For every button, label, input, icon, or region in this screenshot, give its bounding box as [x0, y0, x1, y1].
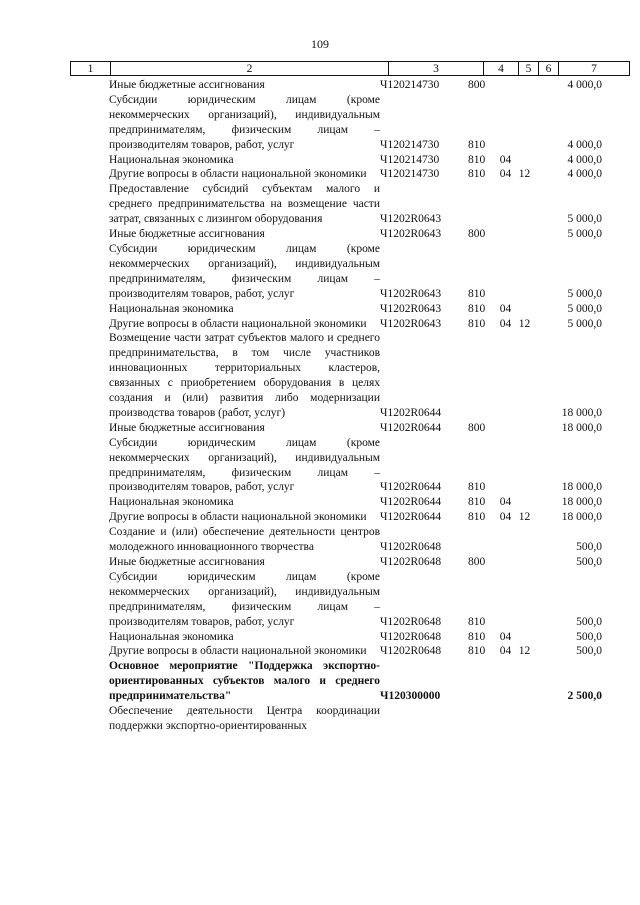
- row-rz-cell: [496, 227, 515, 242]
- row-sum-cell: 2 500,0: [567, 690, 602, 703]
- row-name-cell: Создание и (или) обеспечение деятельности центров молодежного инновационного творчества: [109, 526, 380, 554]
- row-sum-cell: 4 000,0: [567, 79, 602, 91]
- row-number-cell: [70, 331, 109, 420]
- row-pr-cell: [515, 495, 534, 510]
- row-vr-cell: [468, 525, 496, 555]
- row-sum-cell: 500,0: [576, 645, 602, 658]
- row-rz-cell: 04: [499, 645, 512, 658]
- row-vr-cell: 800: [468, 421, 486, 434]
- row-vr-cell: 810: [468, 287, 486, 300]
- row-pr-cell: [515, 570, 534, 630]
- row-code-cell: Ч1202R0643: [380, 302, 442, 315]
- row-code-cell: Ч120214730: [380, 138, 440, 151]
- table-row: [70, 182, 602, 227]
- row-name-cell: Другие вопросы в области национальной экономики: [109, 168, 367, 181]
- table-row: [70, 555, 602, 570]
- row-rz-cell: [496, 659, 515, 704]
- row-name-cell: Национальная экономика: [109, 153, 234, 166]
- row-rz-cell: 04: [499, 317, 512, 330]
- row-sum-cell: 5 000,0: [567, 287, 602, 300]
- row-rz-cell: 04: [499, 511, 512, 524]
- row-pr-cell: [515, 630, 534, 645]
- row-number-cell: [70, 153, 109, 168]
- row-vr-cell: [468, 659, 496, 704]
- row-sum-cell: 18 000,0: [561, 496, 602, 509]
- row-pr-cell: [515, 525, 534, 555]
- row-pr-cell: 12: [518, 317, 531, 330]
- row-number-cell: [70, 167, 109, 182]
- row-number-cell: [70, 644, 109, 659]
- table-row: [70, 525, 602, 555]
- row-rz-cell: [496, 704, 515, 734]
- table-row: [70, 93, 602, 153]
- row-vr-cell: 800: [468, 556, 486, 568]
- row-rz-cell: [496, 421, 515, 436]
- row-number-cell: [70, 78, 109, 93]
- row-number-cell: [70, 93, 109, 153]
- table-row: [70, 302, 602, 317]
- row-vr-cell: 800: [468, 79, 486, 91]
- row-code-cell: Ч120214730: [380, 79, 440, 91]
- row-name-cell: Возмещение части затрат субъектов малого и среднего предпринимательства, в том числе участников инновационных территориальных кластеров, связанных с приобретением оборудования в целях создания и (или) развития либо модернизации производства товаров (работ, услуг): [109, 332, 380, 419]
- table-row: [70, 704, 602, 734]
- row-number-cell: [70, 421, 109, 436]
- table-row: [70, 331, 602, 420]
- row-rz-cell: [496, 436, 515, 496]
- row-name-cell: Иные бюджетные ассигнования: [109, 556, 265, 568]
- row-name-cell: Субсидии юридическим лицам (кроме некоммерческих организаций), индивидуальным предпринимателям, физическим лицам – производителям товаров, работ, услуг: [109, 570, 380, 628]
- row-pr-cell: [515, 242, 534, 302]
- table-row: [70, 317, 602, 332]
- row-rz-cell: [496, 555, 515, 570]
- row-vr-cell: 810: [468, 138, 486, 151]
- column-header-7: 7: [559, 62, 630, 76]
- row-code-cell: Ч1202R0648: [380, 615, 442, 628]
- row-pr-cell: [515, 302, 534, 317]
- row-rz-cell: 04: [499, 153, 512, 166]
- row-vr-cell: [468, 182, 496, 227]
- row-name-cell: Иные бюджетные ассигнования: [109, 421, 265, 434]
- row-rz-cell: [496, 78, 515, 93]
- row-sum-cell: 5 000,0: [567, 228, 602, 241]
- row-code-cell: Ч1202R0644: [380, 511, 442, 524]
- row-pr-cell: [515, 331, 534, 420]
- row-vr-cell: 810: [468, 302, 486, 315]
- row-sum-cell: 4 000,0: [567, 153, 602, 166]
- row-name-cell: Предоставление субсидий субъектам малого и среднего предпринимательства на возмещение части затрат, связанных с лизингом оборудования: [109, 183, 380, 226]
- table-row: [70, 227, 602, 242]
- row-number-cell: [70, 570, 109, 630]
- row-name-cell: Субсидии юридическим лицам (кроме некоммерческих организаций), индивидуальным предпринимателям, физическим лицам – производителям товаров, работ, услуг: [109, 436, 380, 494]
- row-name-cell: Национальная экономика: [109, 630, 234, 643]
- row-vr-cell: 810: [468, 511, 486, 524]
- row-pr-cell: [515, 182, 534, 227]
- row-sum-cell: 500,0: [576, 630, 602, 643]
- row-name-cell: Иные бюджетные ассигнования: [109, 228, 265, 241]
- row-rz-cell: [496, 182, 515, 227]
- row-number-cell: [70, 242, 109, 302]
- row-vr-cell: 810: [468, 153, 486, 166]
- row-name-cell: Обеспечение деятельности Центра координации поддержки экспортно-ориентированных: [109, 705, 380, 732]
- row-code-cell: Ч1202R0648: [380, 556, 442, 568]
- table-row: [70, 630, 602, 645]
- row-sum-cell: 500,0: [576, 556, 602, 568]
- table-row: [70, 659, 602, 704]
- row-name-cell: Национальная экономика: [109, 496, 234, 509]
- row-vr-cell: 810: [468, 496, 486, 509]
- row-sum-cell: 18 000,0: [561, 481, 602, 494]
- row-number-cell: [70, 227, 109, 242]
- row-sum-cell: 4 000,0: [567, 138, 602, 151]
- row-number-cell: [70, 182, 109, 227]
- page-number: 109: [311, 37, 329, 51]
- row-rz-cell: [496, 93, 515, 153]
- row-code-cell: Ч1202R0648: [380, 645, 442, 658]
- row-vr-cell: 810: [468, 645, 486, 658]
- row-code-cell: Ч1202R0643: [380, 228, 442, 241]
- row-code-cell: Ч1202R0648: [380, 541, 442, 554]
- row-code-cell: Ч1202R0644: [380, 406, 442, 419]
- row-sum-cell: 5 000,0: [567, 213, 602, 226]
- table-row: [70, 153, 602, 168]
- row-sum-cell: 4 000,0: [567, 168, 602, 181]
- row-number-cell: [70, 630, 109, 645]
- row-vr-cell: 810: [468, 630, 486, 643]
- table-row: [70, 495, 602, 510]
- row-number-cell: [70, 510, 109, 525]
- row-code-cell: Ч1202R0643: [380, 317, 442, 330]
- row-pr-cell: 12: [518, 645, 531, 658]
- row-number-cell: [70, 525, 109, 555]
- column-header-row: [70, 61, 630, 76]
- row-sum-cell: 500,0: [576, 541, 602, 554]
- row-code-cell: Ч1202R0644: [380, 421, 442, 434]
- row-vr-cell: 810: [468, 317, 486, 330]
- row-rz-cell: [496, 242, 515, 302]
- row-rz-cell: 04: [499, 302, 512, 315]
- row-pr-cell: [515, 78, 534, 93]
- row-name-cell: Субсидии юридическим лицам (кроме некоммерческих организаций), индивидуальным предпринимателям, физическим лицам – производителям товаров, работ, услуг: [109, 242, 380, 300]
- row-rz-cell: 04: [499, 168, 512, 181]
- row-pr-cell: 12: [518, 511, 531, 524]
- row-pr-cell: 12: [518, 168, 531, 181]
- row-number-cell: [70, 302, 109, 317]
- table-row: [70, 167, 602, 182]
- row-number-cell: [70, 495, 109, 510]
- row-pr-cell: [515, 93, 534, 153]
- row-code-cell: Ч120214730: [380, 153, 440, 166]
- row-pr-cell: [515, 436, 534, 496]
- row-number-cell: [70, 317, 109, 332]
- row-vr-cell: 810: [468, 615, 486, 628]
- row-vr-cell: 810: [468, 481, 486, 494]
- column-header-3: 3: [389, 62, 484, 76]
- row-code-cell: Ч1202R0643: [380, 213, 442, 226]
- row-sum-cell: 5 000,0: [567, 317, 602, 330]
- row-sum-cell: 18 000,0: [561, 406, 602, 419]
- row-name-cell: Другие вопросы в области национальной экономики: [109, 511, 367, 524]
- row-pr-cell: [515, 555, 534, 570]
- row-sum-cell: 5 000,0: [567, 302, 602, 315]
- table-row: [70, 436, 602, 496]
- row-vr-cell: 800: [468, 228, 486, 241]
- row-number-cell: [70, 436, 109, 496]
- row-pr-cell: [515, 704, 534, 734]
- column-header-4: 4: [484, 62, 519, 76]
- column-header-2: 2: [111, 62, 389, 76]
- row-vr-cell: [468, 704, 496, 734]
- row-number-cell: [70, 704, 109, 734]
- column-header-5: 5: [519, 62, 539, 76]
- row-number-cell: [70, 555, 109, 570]
- table-row: [70, 644, 602, 659]
- row-rz-cell: [496, 525, 515, 555]
- row-code-cell: Ч1202R0648: [380, 630, 442, 643]
- row-sum-cell: 500,0: [576, 615, 602, 628]
- table-row: [70, 78, 602, 93]
- row-vr-cell: 810: [468, 168, 486, 181]
- row-pr-cell: [515, 227, 534, 242]
- row-code-cell: Ч1202R0644: [380, 481, 442, 494]
- row-rz-cell: 04: [499, 496, 512, 509]
- table-row: [70, 570, 602, 630]
- row-code-cell: Ч1202R0643: [380, 287, 442, 300]
- table-row: [70, 510, 602, 525]
- budget-table: [70, 78, 602, 734]
- row-pr-cell: [515, 421, 534, 436]
- row-name-cell: Другие вопросы в области национальной экономики: [109, 645, 367, 658]
- column-header-6: 6: [539, 62, 559, 76]
- table-row: [70, 421, 602, 436]
- row-code-cell: [380, 704, 468, 734]
- row-sum-cell: 18 000,0: [561, 511, 602, 524]
- row-sum-cell: 18 000,0: [561, 421, 602, 434]
- row-pr-cell: [515, 659, 534, 704]
- row-vr-cell: [468, 331, 496, 420]
- row-code-cell: Ч120300000: [380, 690, 441, 703]
- row-code-cell: Ч1202R0644: [380, 496, 442, 509]
- row-name-cell: Другие вопросы в области национальной экономики: [109, 317, 367, 330]
- row-name-cell: Субсидии юридическим лицам (кроме некоммерческих организаций), индивидуальным предпринимателям, физическим лицам – производителям товаров, работ, услуг: [109, 93, 380, 151]
- row-rz-cell: [496, 331, 515, 420]
- row-number-cell: [70, 659, 109, 704]
- row-rz-cell: 04: [499, 630, 512, 643]
- row-pr-cell: [515, 153, 534, 168]
- row-name-cell: Иные бюджетные ассигнования: [109, 79, 265, 91]
- column-header-1: 1: [71, 62, 111, 76]
- row-rz-cell: [496, 570, 515, 630]
- table-row: [70, 242, 602, 302]
- row-code-cell: Ч120214730: [380, 168, 440, 181]
- row-name-cell: Национальная экономика: [109, 302, 234, 315]
- row-name-cell: Основное мероприятие "Поддержка экспортно-ориентированных субъектов малого и среднего предпринимательства": [109, 660, 380, 703]
- row-sum-cell: [534, 704, 602, 734]
